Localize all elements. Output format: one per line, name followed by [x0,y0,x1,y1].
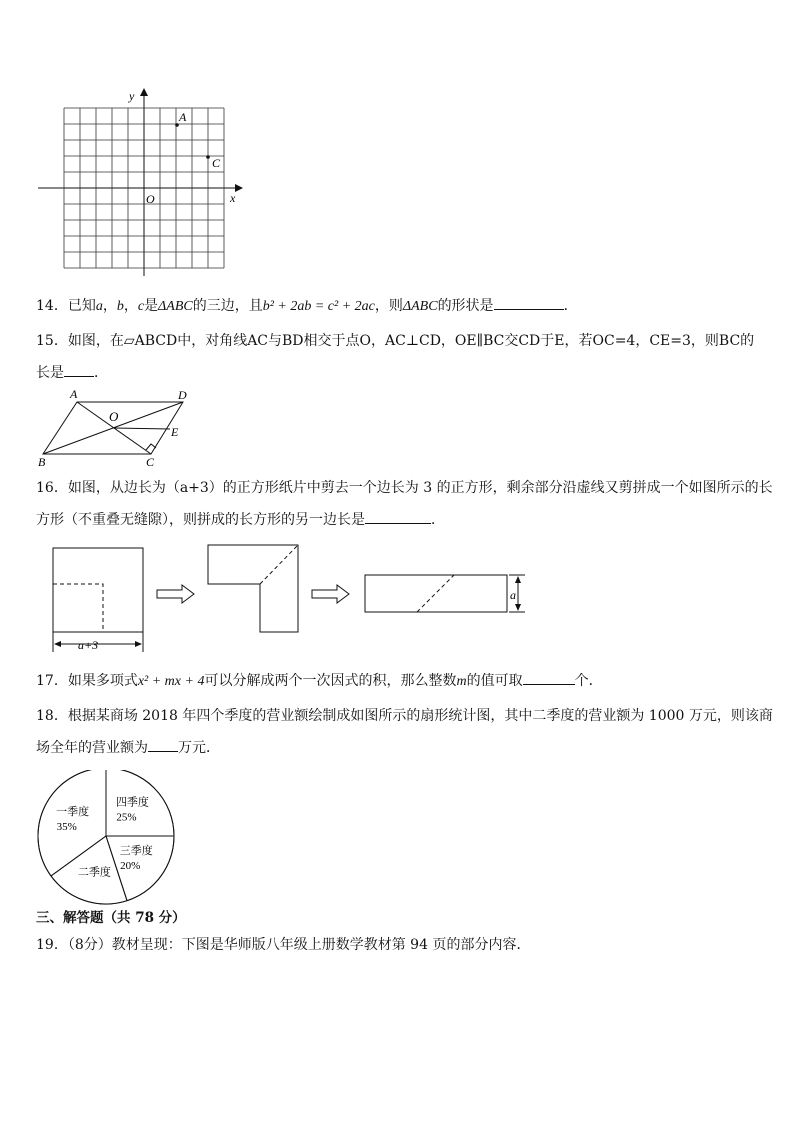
original-square [53,548,143,632]
q18-text-line-2: 场全年的营业额为 [36,740,148,756]
label-o: O [109,409,119,424]
cut-square-dashed [53,584,103,632]
q19-number: 19． [36,937,68,953]
q17-number: 17． [36,673,68,689]
q17-var-m: m [456,674,467,689]
segment-oe [114,428,170,429]
q14-number: 14． [36,298,68,314]
q18-answer-blank[interactable] [148,737,178,752]
question-16-line-1 [36,478,773,498]
q14-sep-1: ， [102,298,117,314]
q16-answer-blank[interactable] [365,509,431,524]
dim-label: a+3 [78,638,99,652]
origin-label: O [146,192,155,206]
pie-category-label: 四季度 [115,796,149,809]
arrow-2-icon [312,585,349,603]
label-c: C [146,455,155,469]
question-15-line-2 [36,362,108,383]
section-3-title: 三、解答题（共 78 分） [36,910,186,926]
q15-number: 15． [36,333,68,349]
q15-answer-blank[interactable] [64,362,94,377]
q17-text-2: 可以分解成两个一次因式的积，那么整数 [204,673,457,689]
q16-end: ． [431,512,445,528]
q14-text-3: 的三边，且 [192,298,263,314]
q16-text-line-2: 方形（不重叠无缝隙），则拼成的长方形的另一边长是 [36,512,365,528]
q17-text-1: 如果多项式 [67,673,138,689]
point-c [206,155,210,159]
q14-var-b: b [116,299,124,314]
dim-arrow-right-icon [135,641,142,647]
pie-category-label: 三季度 [119,844,153,857]
question-18-line-1 [36,706,773,726]
q17-text-3: 的值可取 [466,673,523,689]
pie-value-label: 35% [56,821,77,834]
pie-category-label: 一季度 [56,806,90,819]
square-cut-figure [40,540,540,660]
dim-arrow-left-icon [54,641,61,647]
result-diagonal-dashed [417,575,454,612]
point-c-label: C [212,156,221,170]
point-a-label: A [179,110,187,124]
q17-answer-blank[interactable] [523,670,575,685]
label-d: D [178,388,187,402]
coordinate-grid-figure [30,84,250,284]
pie-value-label: 25% [116,811,137,824]
result-rectangle [365,575,507,612]
parallelogram-figure [30,386,210,470]
q15-text-line-1: 如图，在▱ABCD中，对角线AC与BD相交于点O，AC⊥CD，OE∥BC交CD于E，若OC=4，CE=3，则BC的 [67,333,755,349]
q16-number: 16． [36,480,68,496]
q14-text-1: 已知 [67,298,96,314]
q14-triangle-1: ΔABC [158,299,193,314]
label-b: B [38,455,46,469]
q16-text-line-1: 如图，从边长为（a+3）的正方形纸片中剪去一个边长为 3 的正方形，剩余部分沿虚线又剪拼成一个如图所示的长 [67,480,773,496]
pie-category-label: 二季度 [77,866,111,879]
question-19 [36,935,530,955]
question-17 [36,670,603,692]
l-shape [208,545,298,632]
q18-end: 万元． [178,740,220,756]
question-18-line-2 [36,737,220,758]
question-15-line-1 [36,331,754,351]
q14-text-5: 的形状是 [437,298,494,314]
q14-answer-blank[interactable] [494,295,564,310]
q15-end: ． [94,365,108,381]
x-axis-arrow-icon [235,184,243,192]
label-e: E [171,425,179,439]
question-14 [36,295,578,317]
q17-end: 个． [574,673,603,689]
question-16-line-2 [36,509,445,530]
q14-var-a: a [95,299,103,314]
label-a: A [70,387,78,401]
q15-text-line-2: 长是 [36,365,64,381]
q17-expression: x² + mx + 4 [137,674,205,689]
x-axis-label: x [230,191,236,205]
q14-sep-2: ， [123,298,138,314]
q14-text-2: 是 [144,298,159,314]
q14-equation: b² + 2ab = c² + 2ac [262,299,375,314]
side-label: a [510,588,516,602]
q14-end: ． [563,298,578,314]
l-shape-diagonal-dashed [260,545,298,584]
arrow-1-icon [157,585,194,603]
pie-chart [36,770,186,910]
q14-var-c: c [137,299,145,314]
q18-number: 18． [36,708,68,724]
side-arrow-down-icon [515,604,521,611]
q14-text-4: ，则 [374,298,403,314]
y-axis-arrow-icon [140,88,148,96]
q19-text: （8分）教材呈现：下图是华师版八年级上册数学教材第 94 页的部分内容． [67,937,531,953]
side-arrow-up-icon [515,576,521,583]
pie-value-label: 20% [120,859,141,872]
q14-triangle-2: ΔABC [402,299,438,314]
q18-text-line-1: 根据某商场 2018 年四个季度的营业额绘制成如图所示的扇形统计图，其中二季度的营业额为 1000 万元，则该商 [67,708,773,724]
y-axis-label: y [129,89,135,103]
